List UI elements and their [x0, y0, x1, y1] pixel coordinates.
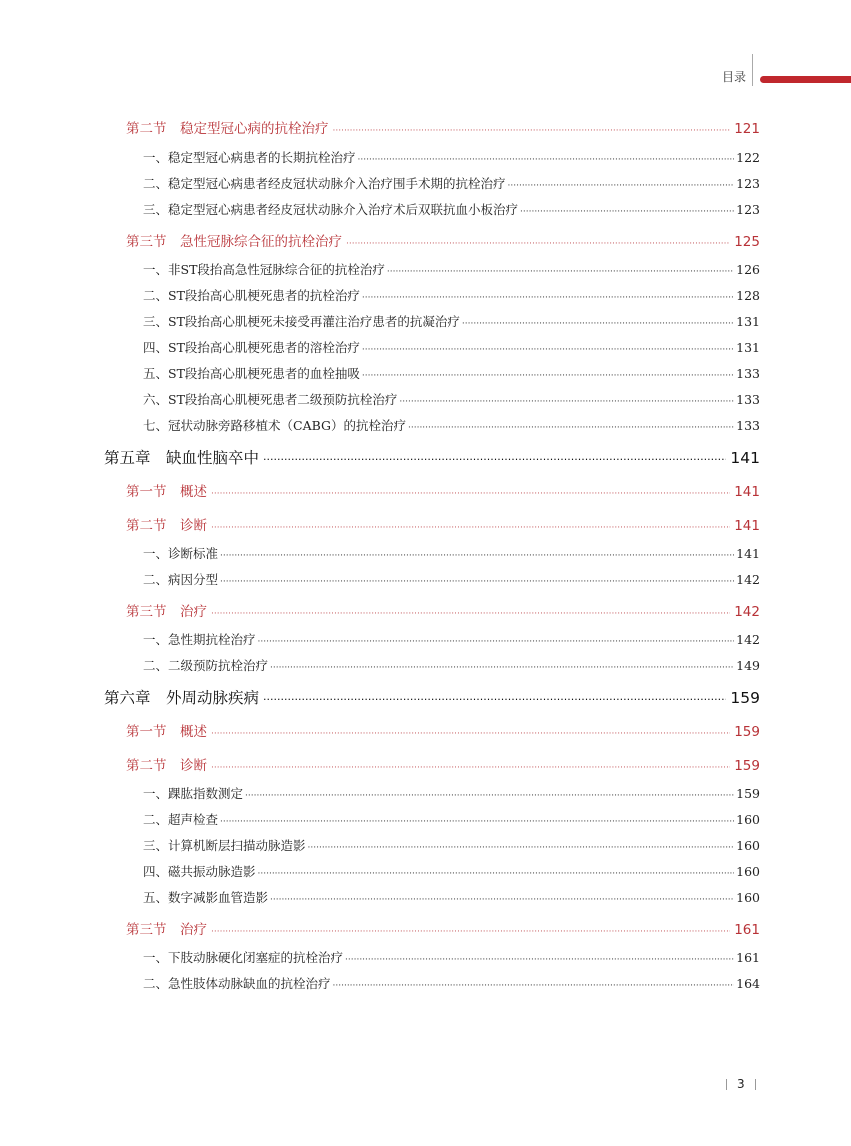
dot-leader — [211, 609, 730, 619]
toc-page-number: 159 — [736, 786, 760, 801]
toc-title: 二、急性肢体动脉缺血的抗栓治疗 — [143, 976, 331, 991]
toc-title: 二、稳定型冠心病患者经皮冠状动脉介入治疗围手术期的抗栓治疗 — [143, 176, 506, 191]
toc-title: 二、ST段抬高心肌梗死患者的抗栓治疗 — [143, 288, 360, 303]
toc-page-number: 142 — [734, 604, 760, 620]
toc-page-number: 133 — [736, 418, 760, 433]
dot-leader — [211, 523, 730, 533]
toc-title: 第三节 治疗 — [126, 604, 207, 620]
toc-item-row — [143, 862, 760, 880]
toc-title: 五、ST段抬高心肌梗死患者的血栓抽吸 — [143, 366, 360, 381]
dot-leader — [211, 927, 730, 937]
toc-page-number: 123 — [736, 202, 760, 217]
toc-page-number: 131 — [736, 314, 760, 329]
dot-leader — [362, 293, 734, 303]
toc-page-number: 128 — [736, 288, 760, 303]
header-accent-bar — [760, 76, 851, 83]
toc-page-number: 160 — [736, 812, 760, 827]
toc-page-number: 142 — [736, 572, 760, 587]
toc-page-number: 131 — [736, 340, 760, 355]
dot-leader — [462, 319, 734, 329]
toc-page-number: 122 — [736, 150, 760, 165]
toc-item-row — [143, 312, 760, 330]
toc-title: 第一节 概述 — [126, 484, 207, 500]
toc-item-row — [143, 260, 760, 278]
dot-leader — [220, 577, 734, 587]
toc-page-number: 160 — [736, 838, 760, 853]
toc-page-number: 141 — [734, 484, 760, 500]
dot-leader — [258, 869, 735, 879]
toc-section-row — [126, 754, 760, 774]
toc-title: 三、计算机断层扫描动脉造影 — [143, 838, 306, 853]
toc-item-row — [143, 544, 760, 562]
toc-item-row — [143, 338, 760, 356]
toc-title: 第二节 诊断 — [126, 758, 207, 774]
toc-section-row — [126, 230, 760, 250]
dot-leader — [346, 239, 730, 249]
header-divider — [752, 54, 753, 86]
page-footer — [726, 1077, 756, 1091]
toc-item-row — [143, 200, 760, 218]
dot-leader — [245, 791, 734, 801]
toc-title: 第六章 外周动脉疾病 — [104, 689, 260, 707]
footer-tick-right — [755, 1079, 756, 1090]
toc-page-number: 159 — [730, 689, 760, 707]
dot-leader — [211, 763, 730, 773]
dot-leader — [258, 637, 735, 647]
toc-section-row — [126, 720, 760, 740]
toc-item-row — [143, 810, 760, 828]
toc-page-number: 133 — [736, 366, 760, 381]
toc-item-row — [143, 630, 760, 648]
toc-title: 三、稳定型冠心病患者经皮冠状动脉介入治疗术后双联抗血小板治疗 — [143, 202, 519, 217]
dot-leader — [263, 453, 726, 466]
toc-title: 四、ST段抬高心肌梗死患者的溶栓治疗 — [143, 340, 360, 355]
dot-leader — [308, 843, 735, 853]
dot-leader — [362, 345, 734, 355]
toc-page-number: 164 — [736, 976, 760, 991]
header-label: 目录 — [722, 70, 747, 84]
toc-item-row — [143, 416, 760, 434]
toc-page-number: 160 — [736, 890, 760, 905]
toc-title: 一、急性期抗栓治疗 — [143, 632, 256, 647]
dot-leader — [387, 267, 734, 277]
dot-leader — [345, 955, 734, 965]
toc-item-row — [143, 836, 760, 854]
toc-title: 第一节 概述 — [126, 724, 207, 740]
dot-leader — [270, 663, 734, 673]
toc-title: 六、ST段抬高心肌梗死患者二级预防抗栓治疗 — [143, 392, 398, 407]
toc-chapter-row — [104, 686, 760, 708]
toc-page-number: 149 — [736, 658, 760, 673]
toc-section-row — [126, 600, 760, 620]
toc-item-row — [143, 888, 760, 906]
dot-leader — [270, 895, 734, 905]
toc-item-row — [143, 390, 760, 408]
toc-page-number: 141 — [730, 449, 760, 467]
toc-title: 一、稳定型冠心病患者的长期抗栓治疗 — [143, 150, 356, 165]
toc-page-number: 161 — [736, 950, 760, 965]
toc-title: 第三节 治疗 — [126, 922, 207, 938]
toc-title: 四、磁共振动脉造影 — [143, 864, 256, 879]
toc-item-row — [143, 174, 760, 192]
dot-leader — [408, 423, 734, 433]
dot-leader — [211, 729, 730, 739]
toc-section-row — [126, 117, 760, 137]
toc-page-number: 121 — [734, 121, 760, 137]
toc-page-number: 160 — [736, 864, 760, 879]
toc-title: 一、踝肱指数测定 — [143, 786, 244, 801]
toc-title: 二、超声检查 — [143, 812, 219, 827]
toc-page-number: 159 — [734, 724, 760, 740]
dot-leader — [220, 817, 734, 827]
toc-title: 三、ST段抬高心肌梗死未接受再灌注治疗患者的抗凝治疗 — [143, 314, 460, 329]
toc-page-number: 133 — [736, 392, 760, 407]
toc-item-row — [143, 148, 760, 166]
toc-page-number: 125 — [734, 234, 760, 250]
toc-page-number: 159 — [734, 758, 760, 774]
toc-section-row — [126, 514, 760, 534]
dot-leader — [399, 397, 734, 407]
toc-title: 五、数字减影血管造影 — [143, 890, 269, 905]
dot-leader — [333, 126, 731, 136]
toc-item-row — [143, 974, 760, 992]
dot-leader — [362, 371, 734, 381]
dot-leader — [520, 207, 734, 217]
toc-title: 第三节 急性冠脉综合征的抗栓治疗 — [126, 234, 342, 250]
toc-title: 一、诊断标准 — [143, 546, 219, 561]
toc-chapter-row — [104, 446, 760, 468]
toc-item-row — [143, 784, 760, 802]
toc-item-row — [143, 364, 760, 382]
toc-page-number: 141 — [734, 518, 760, 534]
toc-title: 第二节 稳定型冠心病的抗栓治疗 — [126, 121, 329, 137]
footer-tick-left — [726, 1079, 727, 1090]
toc-item-row — [143, 948, 760, 966]
toc-page-number: 141 — [736, 546, 760, 561]
dot-leader — [508, 181, 735, 191]
dot-leader — [333, 981, 735, 991]
dot-leader — [358, 155, 735, 165]
dot-leader — [211, 489, 730, 499]
toc-section-row — [126, 480, 760, 500]
toc-page-number: 126 — [736, 262, 760, 277]
toc-item-row — [143, 286, 760, 304]
toc-title: 二、病因分型 — [143, 572, 219, 587]
toc-item-row — [143, 570, 760, 588]
dot-leader — [263, 693, 726, 706]
toc-title: 第二节 诊断 — [126, 518, 207, 534]
page-number: 3 — [737, 1077, 745, 1091]
toc-page-number: 142 — [736, 632, 760, 647]
toc-title: 二、二级预防抗栓治疗 — [143, 658, 269, 673]
toc-page-number: 161 — [734, 922, 760, 938]
toc-title: 第五章 缺血性脑卒中 — [104, 449, 260, 467]
toc-page-number: 123 — [736, 176, 760, 191]
toc-title: 一、非ST段抬高急性冠脉综合征的抗栓治疗 — [143, 262, 385, 277]
dot-leader — [220, 551, 734, 561]
toc-section-row — [126, 918, 760, 938]
toc-title: 一、下肢动脉硬化闭塞症的抗栓治疗 — [143, 950, 344, 965]
toc-item-row — [143, 656, 760, 674]
toc-title: 七、冠状动脉旁路移植术（CABG）的抗栓治疗 — [143, 418, 406, 433]
